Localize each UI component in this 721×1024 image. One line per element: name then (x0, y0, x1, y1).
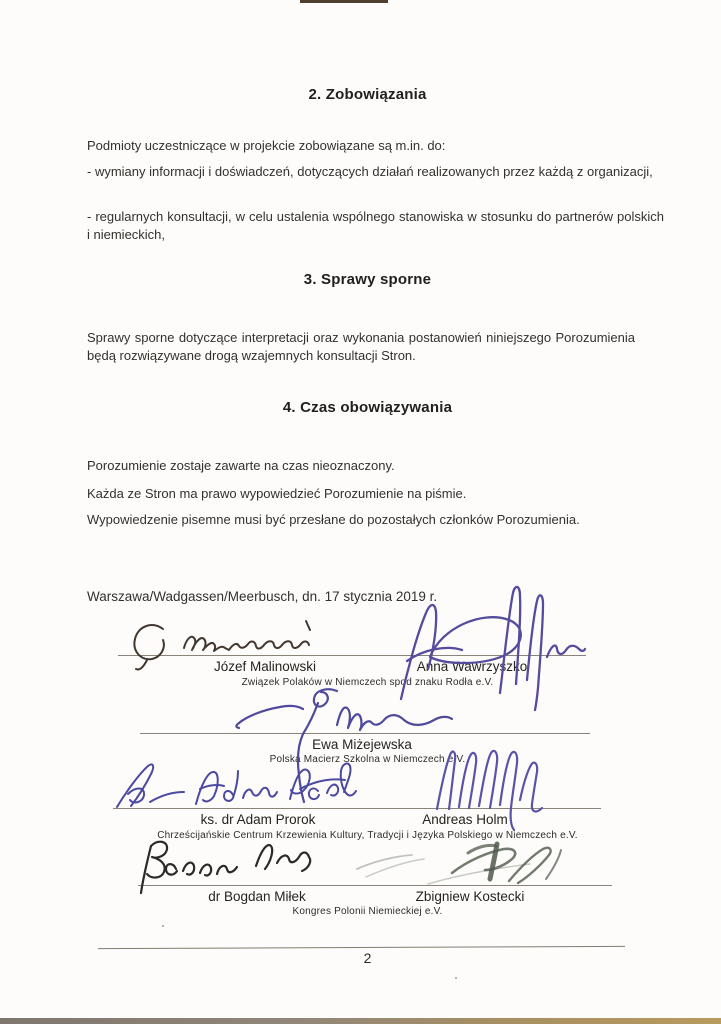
footer-rule (98, 946, 625, 949)
signature-line-4 (138, 885, 612, 886)
signer-name-zbigniew-kostecki: Zbigniew Kostecki (415, 889, 525, 904)
paragraph: - wymiany informacji i doświadczeń, dotyczących działań realizowanych przez każdą z organizacji, (87, 164, 653, 179)
paragraph: Sprawy sporne dotyczące interpretacji oraz wykonania postanowień niniejszego Porozumienia będą rozwiązywane drogą wzajemnych konsultacji Stron. (87, 330, 635, 363)
signer-name-ewa-mizejewska: Ewa Miżejewska (312, 737, 412, 752)
scan-speck (455, 977, 457, 979)
signature-line-3 (113, 808, 601, 809)
page-number: 2 (363, 950, 372, 966)
signer-name-andreas-holm: Andreas Holm (422, 812, 508, 827)
signer-name-anna-wawrzyszko: Anna Wawrzyszko (416, 659, 528, 674)
signer-name-bogdan-milek: dr Bogdan Miłek (208, 889, 306, 904)
paragraph: Podmioty uczestniczące w projekcie zobowiązane są m.in. do: (87, 138, 446, 153)
organization-polska-macierz: Polska Macierz Szkolna w Niemczech e.V. (269, 754, 466, 765)
signature-zbigniew-kostecki (357, 844, 561, 884)
dateline: Warszawa/Wadgassen/Meerbusch, dn. 17 stycznia 2019 r. (87, 589, 438, 604)
signature-anna-wawrzyszko (401, 587, 585, 710)
signature-line-2 (140, 733, 590, 734)
section-heading-czas-obowiazywania: 4. Czas obowiązywania (282, 399, 453, 416)
signer-name-adam-prorok: ks. dr Adam Prorok (200, 812, 316, 827)
organization-chrzescijanskie-centrum: Chrześcijańskie Centrum Krzewienia Kultury, Tradycji i Języka Polskiego w Niemczech e.V. (157, 830, 578, 841)
paragraph: Każda ze Stron ma prawo wypowiedzieć Porozumienie na piśmie. (87, 486, 467, 501)
scan-speck (162, 925, 164, 927)
organization-kongres-polonii: Kongres Polonii Niemieckiej e.V. (292, 906, 443, 917)
section-heading-sprawy-sporne: 3. Sprawy sporne (303, 271, 432, 288)
scan-edge-top (300, 0, 388, 3)
organization-zwiazek-polakow: Związek Polaków w Niemczech spod znaku Rodła e.V. (241, 677, 494, 688)
signer-name-jozef-malinowski: Józef Malinowski (213, 659, 317, 674)
section-heading-zobowiazania: 2. Zobowiązania (308, 86, 427, 103)
paragraph: Wypowiedzenie pisemne musi być przesłane do pozostałych członków Porozumienia. (87, 512, 580, 527)
paragraph: - regularnych konsultacji, w celu ustalenia wspólnego stanowiska w stosunku do partnerów polskich i niemieckich, (87, 209, 664, 242)
signature-line-1 (118, 655, 586, 656)
scan-edge-bottom (0, 1018, 721, 1024)
signature-adam-prorok (117, 764, 356, 807)
paragraph: Porozumienie zostaje zawarte na czas nieoznaczony. (87, 458, 395, 473)
